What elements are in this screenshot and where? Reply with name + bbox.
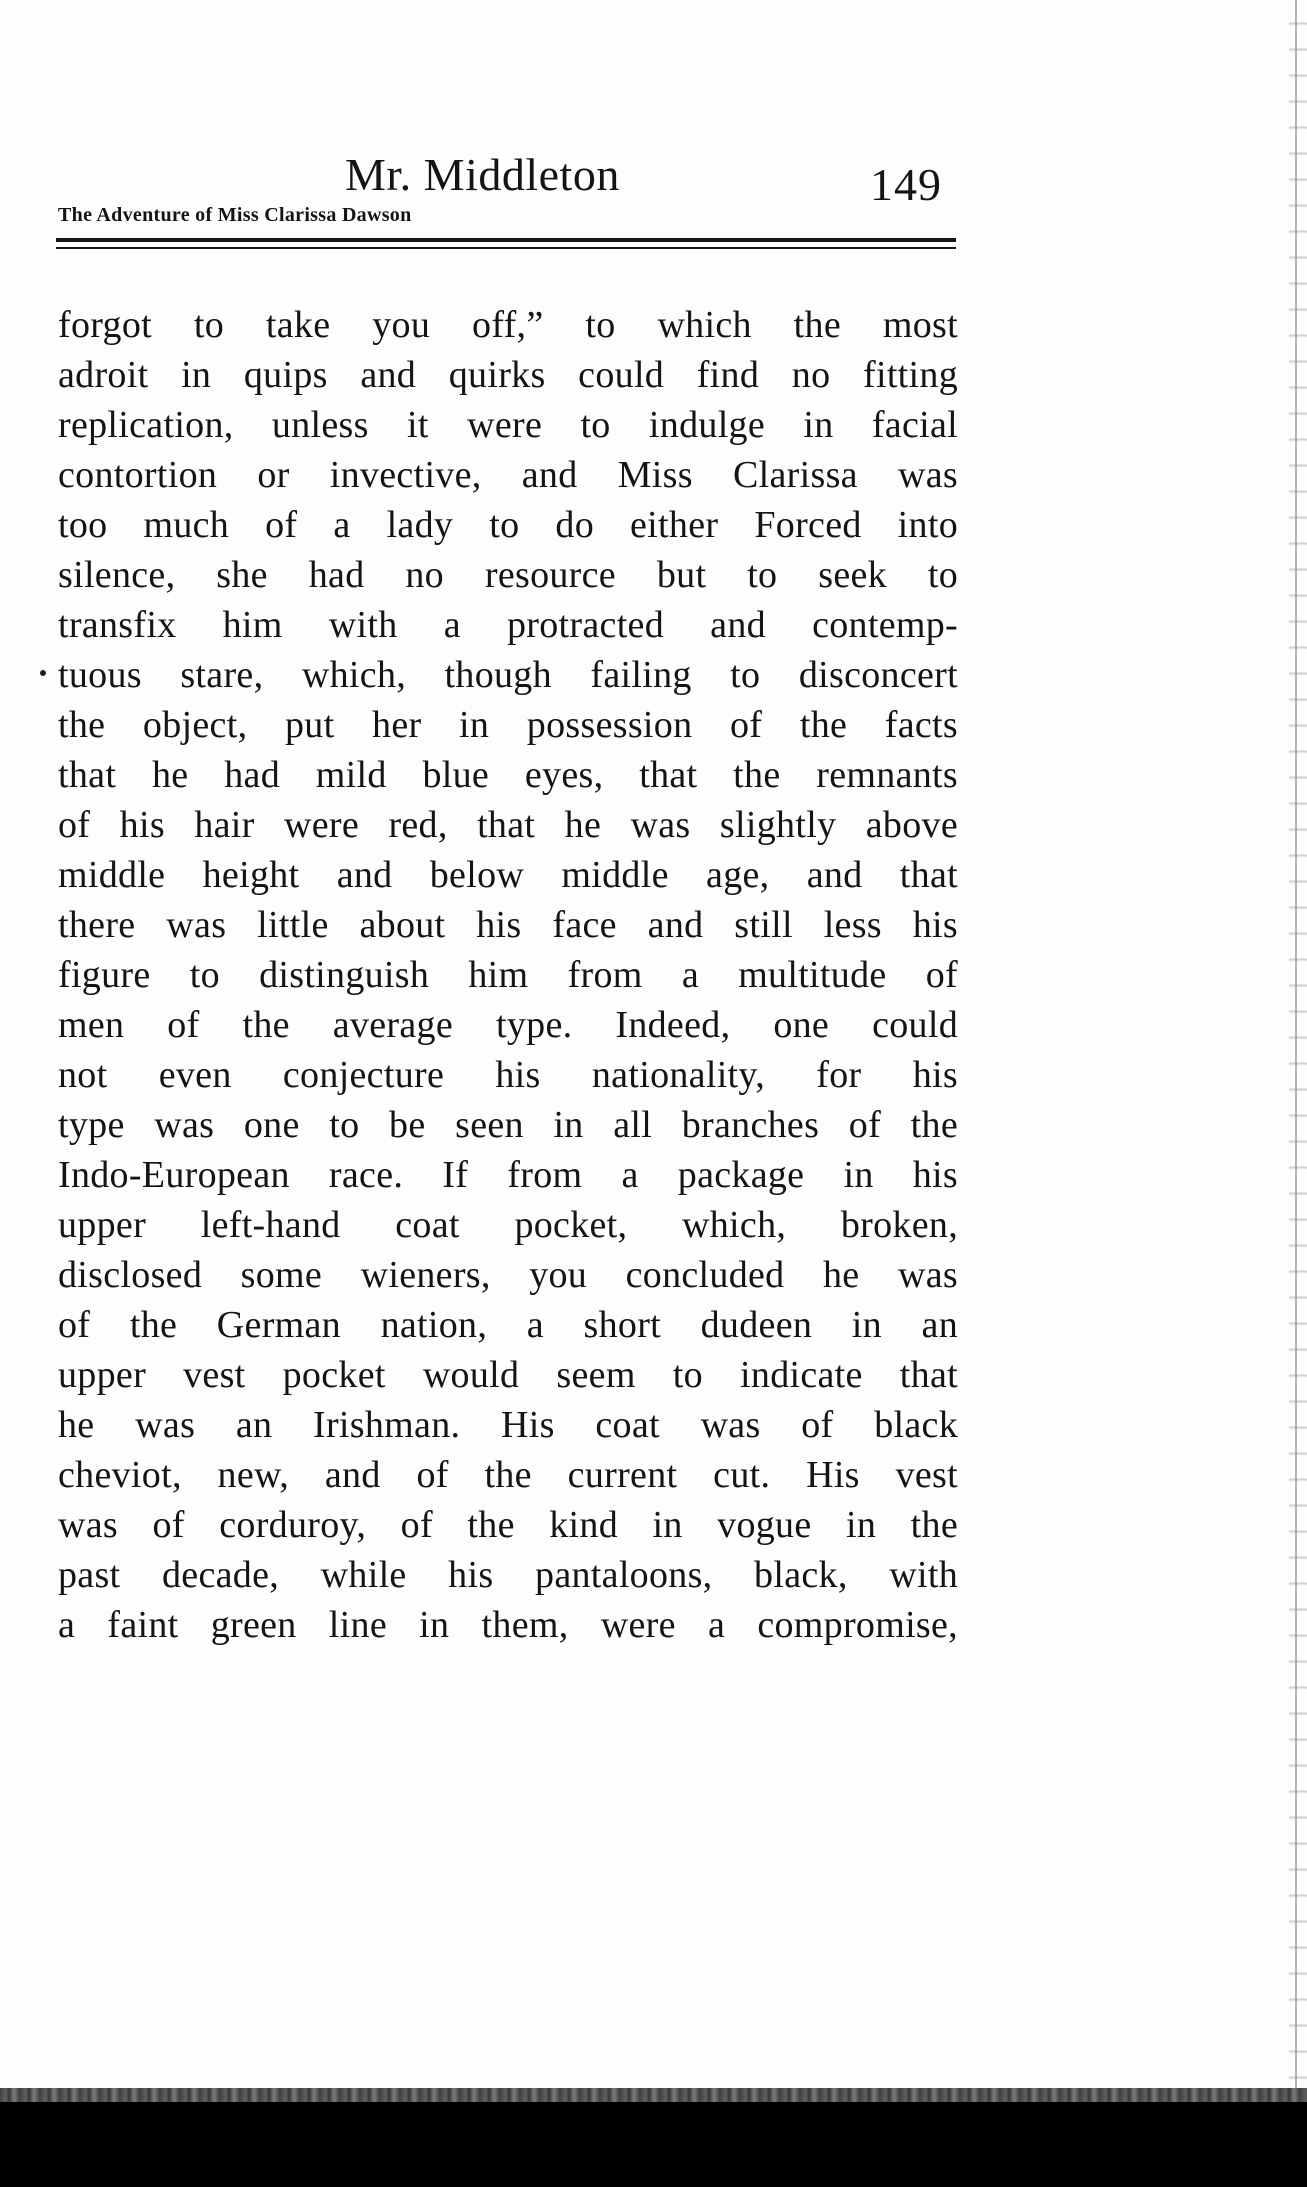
text-line: he was an Irishman. His coat was of black [58,1404,958,1446]
text-line: too much of a lady to do either Forced into [58,504,958,546]
text-line: of the German nation, a short dudeen in an [58,1304,958,1346]
text-line: contortion or invective, and Miss Clarissa was [58,454,958,496]
text-line: upper left-hand coat pocket, which, broken, [58,1204,958,1246]
text-line: silence, she had no resource but to seek to [58,554,958,596]
text-line: replication, unless it were to indulge in facial [58,404,958,446]
page-edge-line [1295,0,1297,2090]
text-line: tuous stare, which, though failing to disconcert [58,654,958,696]
text-line: not even conjecture his nationality, for his [58,1054,958,1096]
text-line: men of the average type. Indeed, one could [58,1004,958,1046]
text-line: upper vest pocket would seem to indicate that [58,1354,958,1396]
page-edge-shadow [1289,0,1307,2090]
scan-bottom-border [0,2102,1307,2187]
running-head: The Adventure of Miss Clarissa Dawson [58,204,412,226]
text-line: transfix him with a protracted and contemp- [58,604,958,646]
header-rule-thin [56,247,956,249]
text-line: a faint green line in them, were a compromise, [58,1604,958,1646]
text-line: of his hair were red, that he was slightly above [58,804,958,846]
text-line: past decade, while his pantaloons, black, with [58,1554,958,1596]
text-line: was of corduroy, of the kind in vogue in the [58,1504,958,1546]
text-line: the object, put her in possession of the facts [58,704,958,746]
text-line: forgot to take you off,” to which the most [58,304,958,346]
body-text [58,300,958,1650]
margin-mark [40,670,46,676]
text-line: type was one to be seen in all branches of the [58,1104,958,1146]
text-line: adroit in quips and quirks could find no fitting [58,354,958,396]
text-line: middle height and below middle age, and that [58,854,958,896]
page-number: 149 [870,159,942,210]
text-line: Indo-European race. If from a package in his [58,1154,958,1196]
text-line: there was little about his face and still less his [58,904,958,946]
text-line: cheviot, new, and of the current cut. His vest [58,1454,958,1496]
header-rule-thick [56,238,956,242]
page-header-title: Mr. Middleton [345,149,620,200]
text-line: that he had mild blue eyes, that the remnants [58,754,958,796]
text-line: disclosed some wieners, you concluded he was [58,1254,958,1296]
text-line: figure to distinguish him from a multitude of [58,954,958,996]
